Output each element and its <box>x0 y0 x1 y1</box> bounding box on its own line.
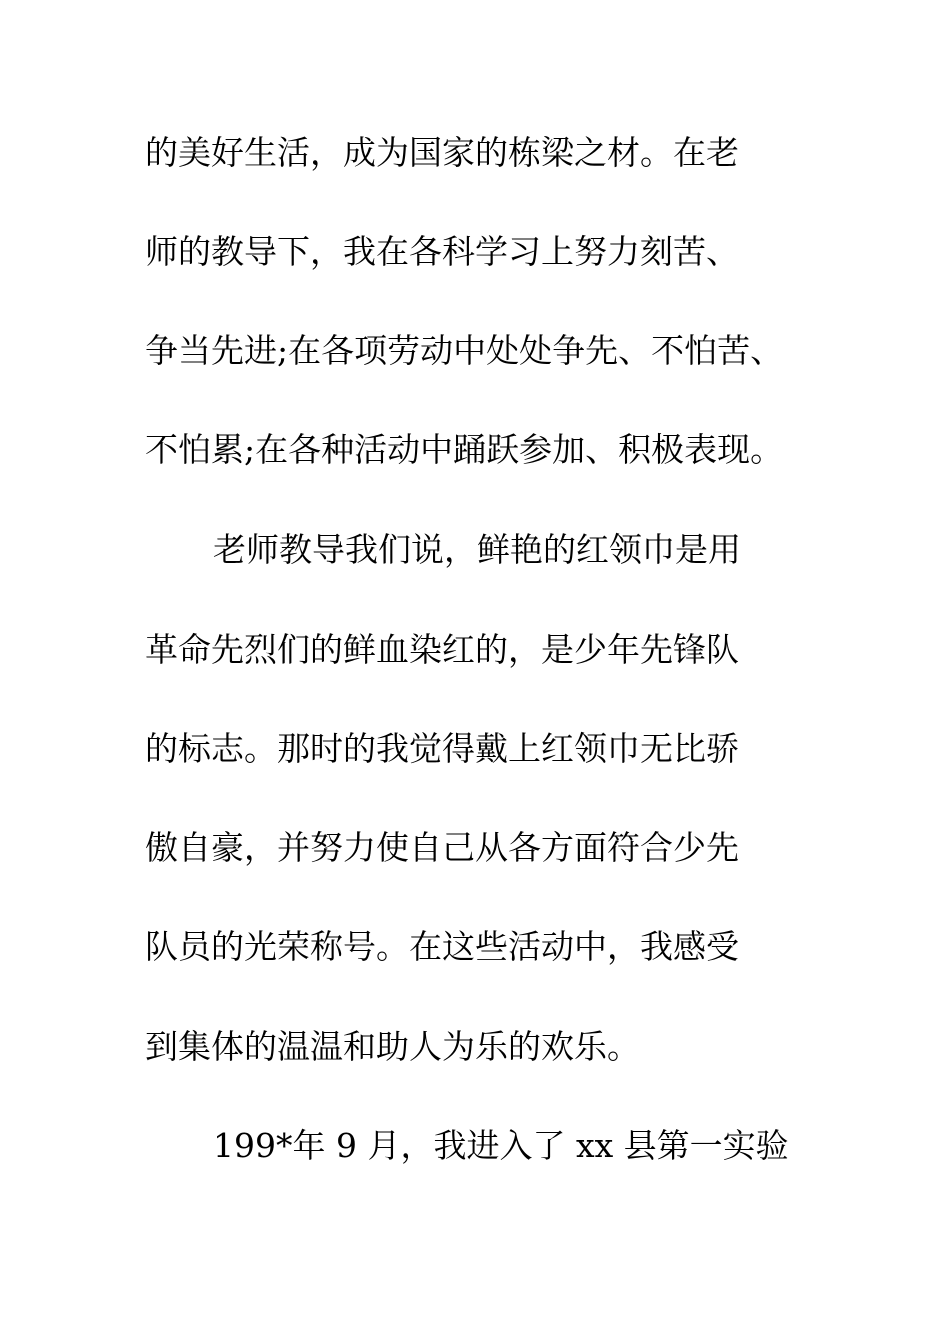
text-line-9: 队员的光荣称号。在这些活动中，我感受 <box>145 927 739 966</box>
text-line-6: 革命先烈们的鲜血染红的，是少年先锋队 <box>145 630 739 669</box>
text-line-1: 的美好生活，成为国家的栋梁之材。在老 <box>145 133 739 172</box>
text-line-4: 不怕累;在各种活动中踊跃参加、积极表现。 <box>145 430 784 469</box>
text-line-2: 师的教导下，我在各科学习上努力刻苦、 <box>145 232 739 271</box>
text-line-3: 争当先进;在各项劳动中处处争先、不怕苦、 <box>145 331 784 370</box>
paragraph-start-line-2: 199*年 9 月，我进入了 xx 县第一实验 <box>213 1126 789 1165</box>
text-line-7: 的标志。那时的我觉得戴上红领巾无比骄 <box>145 729 739 768</box>
text-line-8: 傲自豪，并努力使自己从各方面符合少先 <box>145 828 739 867</box>
text-line-10: 到集体的温温和助人为乐的欢乐。 <box>145 1027 640 1066</box>
paragraph-start-line: 老师教导我们说，鲜艳的红领巾是用 <box>213 530 741 569</box>
